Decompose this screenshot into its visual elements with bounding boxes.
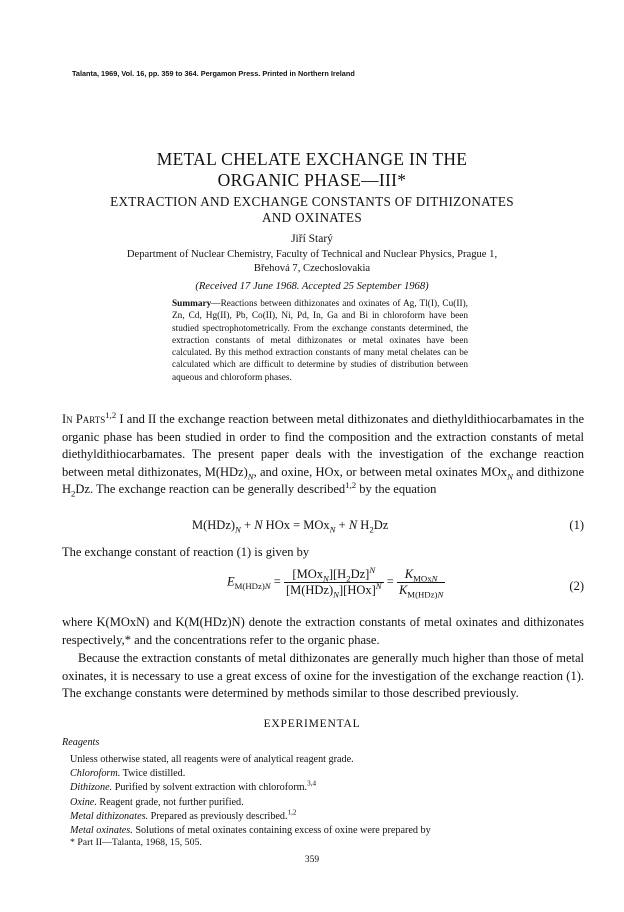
equation-1-expression: $M(HDz)_N + N$ HOx = MOx$_N$ + N $H_2Dz$ (192, 518, 389, 535)
equation-2 (62, 564, 584, 611)
title-line-1: METAL CHELATE EXCHANGE IN THE (156, 149, 468, 169)
affiliation-line-2: Břehová 7, Czechoslovakia (253, 263, 371, 274)
subtitle-line-2: AND OXINATES (262, 210, 362, 225)
reagent-item: Chloroform. Twice distilled. (70, 768, 186, 780)
paragraph-intro: In Parts$^{1,2}$ I and II the exchange reaction between metal dithizonates and diethyldithiocarbamates in the organic phase has been studied in order to find the composition and the extraction constants of metal diethyldithiocarbamates. The present paper deals with the investigation of the exchange reaction between metal dithizonates, $M(HDz)_N$, and oxine, HOx, or between metal oxinates MOx$_N$ and dithizone $H_2Dz$. The exchange reaction can be generally described$^{1,2}$ by the equation (62, 409, 584, 499)
reagent-item: Metal oxinates. Solutions of metal oxinates containing excess of oxine were prepared by (70, 825, 431, 837)
affiliation-line-1: Department of Nuclear Chemistry, Faculty of Technical and Nuclear Physics, Prague 1, (126, 249, 498, 260)
title-line-2: ORGANIC PHASE—III* (217, 170, 407, 190)
subtitle-line-1: EXTRACTION AND EXCHANGE CONSTANTS OF DITHIZONATES (110, 194, 514, 209)
summary-abstract (172, 298, 468, 384)
received-dates: (Received 17 June 1968. Accepted 25 September 1968) (195, 281, 429, 292)
reagents-heading: Reagents (62, 737, 100, 748)
author-name: Jiří Starý (291, 233, 333, 245)
summary-label: Summary (172, 299, 212, 309)
summary-text: —Reactions between dithizonates and oxinates of Ag, Tl(I), Cu(II), Zn, Cd, Hg(II), Pb, Co(II), Ni, Pd, In, Ga and Bi in chloroform have been studied spectrophotometrically. From the exchange constants determined, the extraction constants of metal dithizonates or metal oxinates have been calculated. By this method extraction constants of many metal chelates can be calculated which are difficult to determine by studies of distribution between aqueous and chloroform phases. (172, 299, 468, 383)
reagent-item: Metal dithizonates. Prepared as previously described.$^{1,2}$ (70, 808, 297, 822)
paragraph-extraction: Because the extraction constants of metal dithizonates are generally much higher than those of metal oxinates, it is necessary to use a great excess of oxine for the investigation of the exchange reaction (1). The exchange constants were determined by methods similar to those described previously. (62, 651, 584, 701)
paragraph-where: where K(MOxN) and K(M(HDz)N) denote the extraction constants of metal oxinates and dithizonates respectively,* and the concentrations refer to the organic phase. (62, 615, 584, 647)
equation-1 (62, 518, 584, 538)
reagent-list (70, 753, 584, 838)
para1-tail: by the equation (356, 482, 437, 497)
running-head: Talanta, 1969, Vol. 16, pp. 359 to 364. Pergamon Press. Printed in Northern Ireland (72, 69, 355, 78)
footnote: * Part II—Talanta, 1968, 15, 505. (70, 837, 202, 848)
para1-lead: In Parts (62, 412, 106, 426)
reagent-item: Dithizone. Purified by solvent extraction with chloroform.$^{3,4}$ (70, 780, 317, 794)
paragraph-exchange-constant: The exchange constant of reaction (1) is given by (62, 545, 310, 559)
section-heading-experimental: EXPERIMENTAL (263, 718, 361, 730)
para1-text: I and II the exchange reaction between metal dithizonates and diethyldithiocarbamates in the organic phase has been studied in order to find the composition and the extraction constants of metal diethyldithiocarbamates. The present paper deals with the investigation of the exchange reaction between metal dithizonates, M(HDz) (62, 412, 584, 479)
equation-2-number: (2) (569, 579, 584, 593)
equation-2-expression: $E_{M(HDz)N}$ = $\frac{[MOx_N][H_2Dz]^N}{[M(HDz)_N][HOx]^N}$ = $\frac{K_{MOxN}}{K_{M(HDz)N}}$ (227, 564, 444, 600)
para1-mid: , and oxine, HOx, or between metal oxinates MOx (253, 464, 508, 479)
para1-mid2: and dithizone H (62, 464, 584, 497)
para1-end: Dz. The exchange reaction can be generally described (75, 482, 346, 497)
reagent-item: Oxine. Reagent grade, not further purified. (70, 796, 244, 808)
equation-1-number: (1) (569, 518, 584, 532)
page-number: 359 (304, 855, 320, 865)
reagent-item: Unless otherwise stated, all reagents were of analytical reagent grade. (70, 754, 354, 765)
